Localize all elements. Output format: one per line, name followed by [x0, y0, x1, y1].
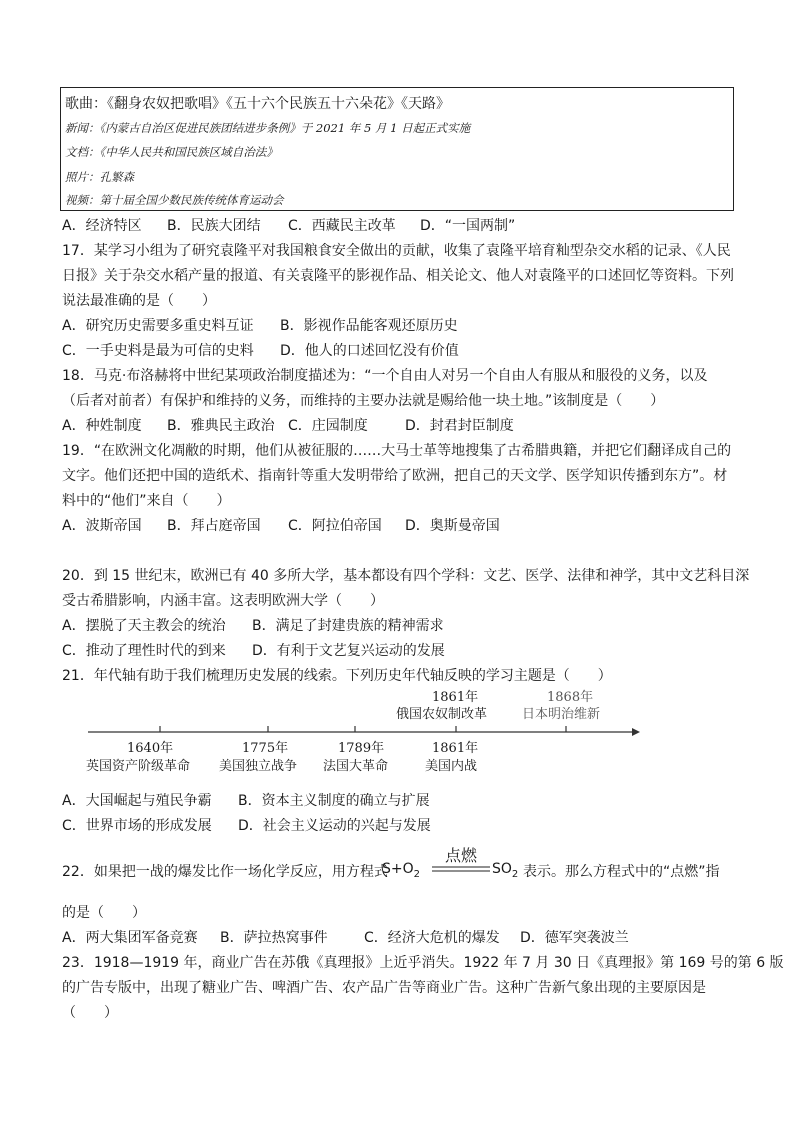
- timeline-event-below-3: 法国大革命: [323, 759, 389, 774]
- q21-option-b: B．资本主义制度的确立与扩展: [238, 793, 430, 809]
- timeline-event-below-4: 美国内战: [425, 759, 478, 774]
- q17-stem-line2: 日报》关于杂交水稻产量的报道、有关袁隆平的影视作品、相关论文、他人对袁隆平的口述回忆等资料。下列: [62, 268, 734, 284]
- q20-option-b: B．满足了封建贵族的精神需求: [252, 618, 444, 634]
- box-photo: 照片：孔繁森: [65, 170, 134, 184]
- q22-stem-before: 22．如果把一战的爆发比作一场化学反应，用方程式: [62, 864, 388, 880]
- q19-stem-line3: 料中的“他们”来自（ ）: [62, 493, 231, 509]
- q23-stem-line2: 的广告专版中，出现了糖业广告、啤酒广告、农产品广告等商业广告。这种广告新气象出现的主要原因是: [62, 980, 706, 996]
- q19-stem-line1: 19．“在欧洲文化凋敝的时期，他们从被征服的……大马士革等地搜集了古希腊典籍，并把它们翻译成自己的: [62, 443, 732, 459]
- q18-option-c: C．庄园制度: [288, 418, 368, 434]
- q17-stem-line3: 说法最准确的是（ ）: [62, 293, 216, 309]
- q22-product: [492, 861, 518, 880]
- q22-reactants-text: S+O: [382, 861, 414, 877]
- timeline-year-above-2: 1868年: [547, 690, 594, 705]
- timeline: [70, 684, 650, 784]
- box-doc: 文档：《中华人民共和国民族区域自治法》: [65, 145, 278, 159]
- q22-stem-after: 表示。那么方程式中的“点燃”指: [523, 864, 720, 880]
- q17-option-d: D．他人的口述回忆没有价值: [280, 343, 459, 359]
- q17-option-c: C．一手史料是最为可信的史料: [62, 343, 254, 359]
- q22-equals-sign: [432, 865, 492, 873]
- q22-option-a: A．两大集团军备竞赛: [62, 930, 198, 946]
- q19-stem-line2: 文字。他们还把中国的造纸术、指南针等重大发明带给了欧洲，把自己的天文学、医学知识传播到东方”。材: [62, 468, 728, 484]
- q20-stem-line2: 受古希腊影响，内涵丰富。这表明欧洲大学（ ）: [62, 593, 384, 609]
- q21-option-c: C．世界市场的形成发展: [62, 818, 212, 834]
- q22-reactants: [382, 861, 420, 880]
- timeline-year-below-1: 1640年: [127, 741, 174, 756]
- q22-reactant-sub: 2: [413, 868, 421, 880]
- q22-stem-line2: 的是（ ）: [62, 905, 146, 921]
- q22-option-b: B．萨拉热窝事件: [220, 930, 328, 946]
- q18-option-b: B．雅典民主政治: [167, 418, 275, 434]
- q16-option-b: B．民族大团结: [167, 218, 261, 234]
- q20-option-a: A．摆脱了天主教会的统治: [62, 618, 226, 634]
- timeline-year-above-1: 1861年: [432, 690, 479, 705]
- timeline-year-below-2: 1775年: [242, 741, 289, 756]
- q21-stem: 21．年代轴有助于我们梳理历史发展的线索。下列历史年代轴反映的学习主题是（ ）: [62, 668, 612, 684]
- q19-option-b: B．拜占庭帝国: [167, 518, 261, 534]
- q18-stem-line2: （后者对前者）有保护和维持的义务，而维持的主要办法就是赐给他一块土地。”该制度是（ ）: [62, 393, 665, 409]
- q17-option-b: B．影视作品能客观还原历史: [280, 318, 458, 334]
- q18-option-a: A．种姓制度: [62, 418, 142, 434]
- q17-stem-line1: 17．某学习小组为了研究袁隆平对我国粮食安全做出的贡献，收集了袁隆平培育籼型杂交水稻的记录、《人民: [62, 243, 731, 259]
- material-box: [60, 87, 734, 211]
- q19-option-d: D．奥斯曼帝国: [405, 518, 500, 534]
- q18-stem-line1: 18．马克·布洛赫将中世纪某项政治制度描述为：“一个自由人对另一个自由人有服从和服役的义务，以及: [62, 368, 708, 384]
- q21-option-a: A．大国崛起与殖民争霸: [62, 793, 212, 809]
- q20-stem-line1: 20．到 15 世纪末，欧洲已有 40 多所大学，基本都设有四个学科：文艺、医学、法律和神学，其中文艺科目深: [62, 568, 750, 584]
- q19-option-c: C．阿拉伯帝国: [288, 518, 382, 534]
- q22-product-text: SO: [492, 861, 512, 877]
- q23-stem-line1: 23．1918—1919 年，商业广告在苏俄《真理报》上近乎消失。1922 年 7 月 30 日《真理报》第 169 号的第 6 版: [62, 955, 784, 971]
- box-video: 视频：第十届全国少数民族传统体育运动会: [65, 193, 284, 207]
- q22-product-sub: 2: [511, 868, 519, 880]
- q17-option-a: A．研究历史需要多重史料互证: [62, 318, 254, 334]
- timeline-event-below-2: 美国独立战争: [219, 759, 298, 774]
- timeline-event-above-2: 日本明治维新: [522, 707, 601, 722]
- q22-option-c: C．经济大危机的爆发: [364, 930, 500, 946]
- q22-stem-line1: [62, 846, 742, 891]
- q22-condition: 点燃: [445, 846, 478, 865]
- q18-option-d: D．封君封臣制度: [405, 418, 514, 434]
- q20-option-d: D．有利于文艺复兴运动的发展: [252, 643, 445, 659]
- q19-option-a: A．波斯帝国: [62, 518, 142, 534]
- q16-option-a: A．经济特区: [62, 218, 142, 234]
- q16-option-c: C．西藏民主改革: [288, 218, 396, 234]
- q22-option-d: D．德军突袭波兰: [520, 930, 629, 946]
- timeline-event-below-1: 英国资产阶级革命: [86, 759, 191, 774]
- timeline-event-above-1: 俄国农奴制改革: [396, 707, 488, 722]
- q23-stem-line3: （ ）: [62, 1005, 118, 1021]
- timeline-year-below-3: 1789年: [338, 741, 385, 756]
- q21-option-d: D．社会主义运动的兴起与发展: [238, 818, 431, 834]
- q16-option-d: D．“一国两制”: [420, 218, 516, 234]
- box-song: 歌曲：《翻身农奴把歌唱》《五十六个民族五十六朵花》《天路》: [65, 96, 450, 112]
- timeline-year-below-4: 1861年: [432, 741, 479, 756]
- q20-option-c: C．推动了理性时代的到来: [62, 643, 226, 659]
- box-news: 新闻：《内蒙古自治区促进民族团结进步条例》于 2021 年 5 月 1 日起正式实施: [65, 121, 471, 135]
